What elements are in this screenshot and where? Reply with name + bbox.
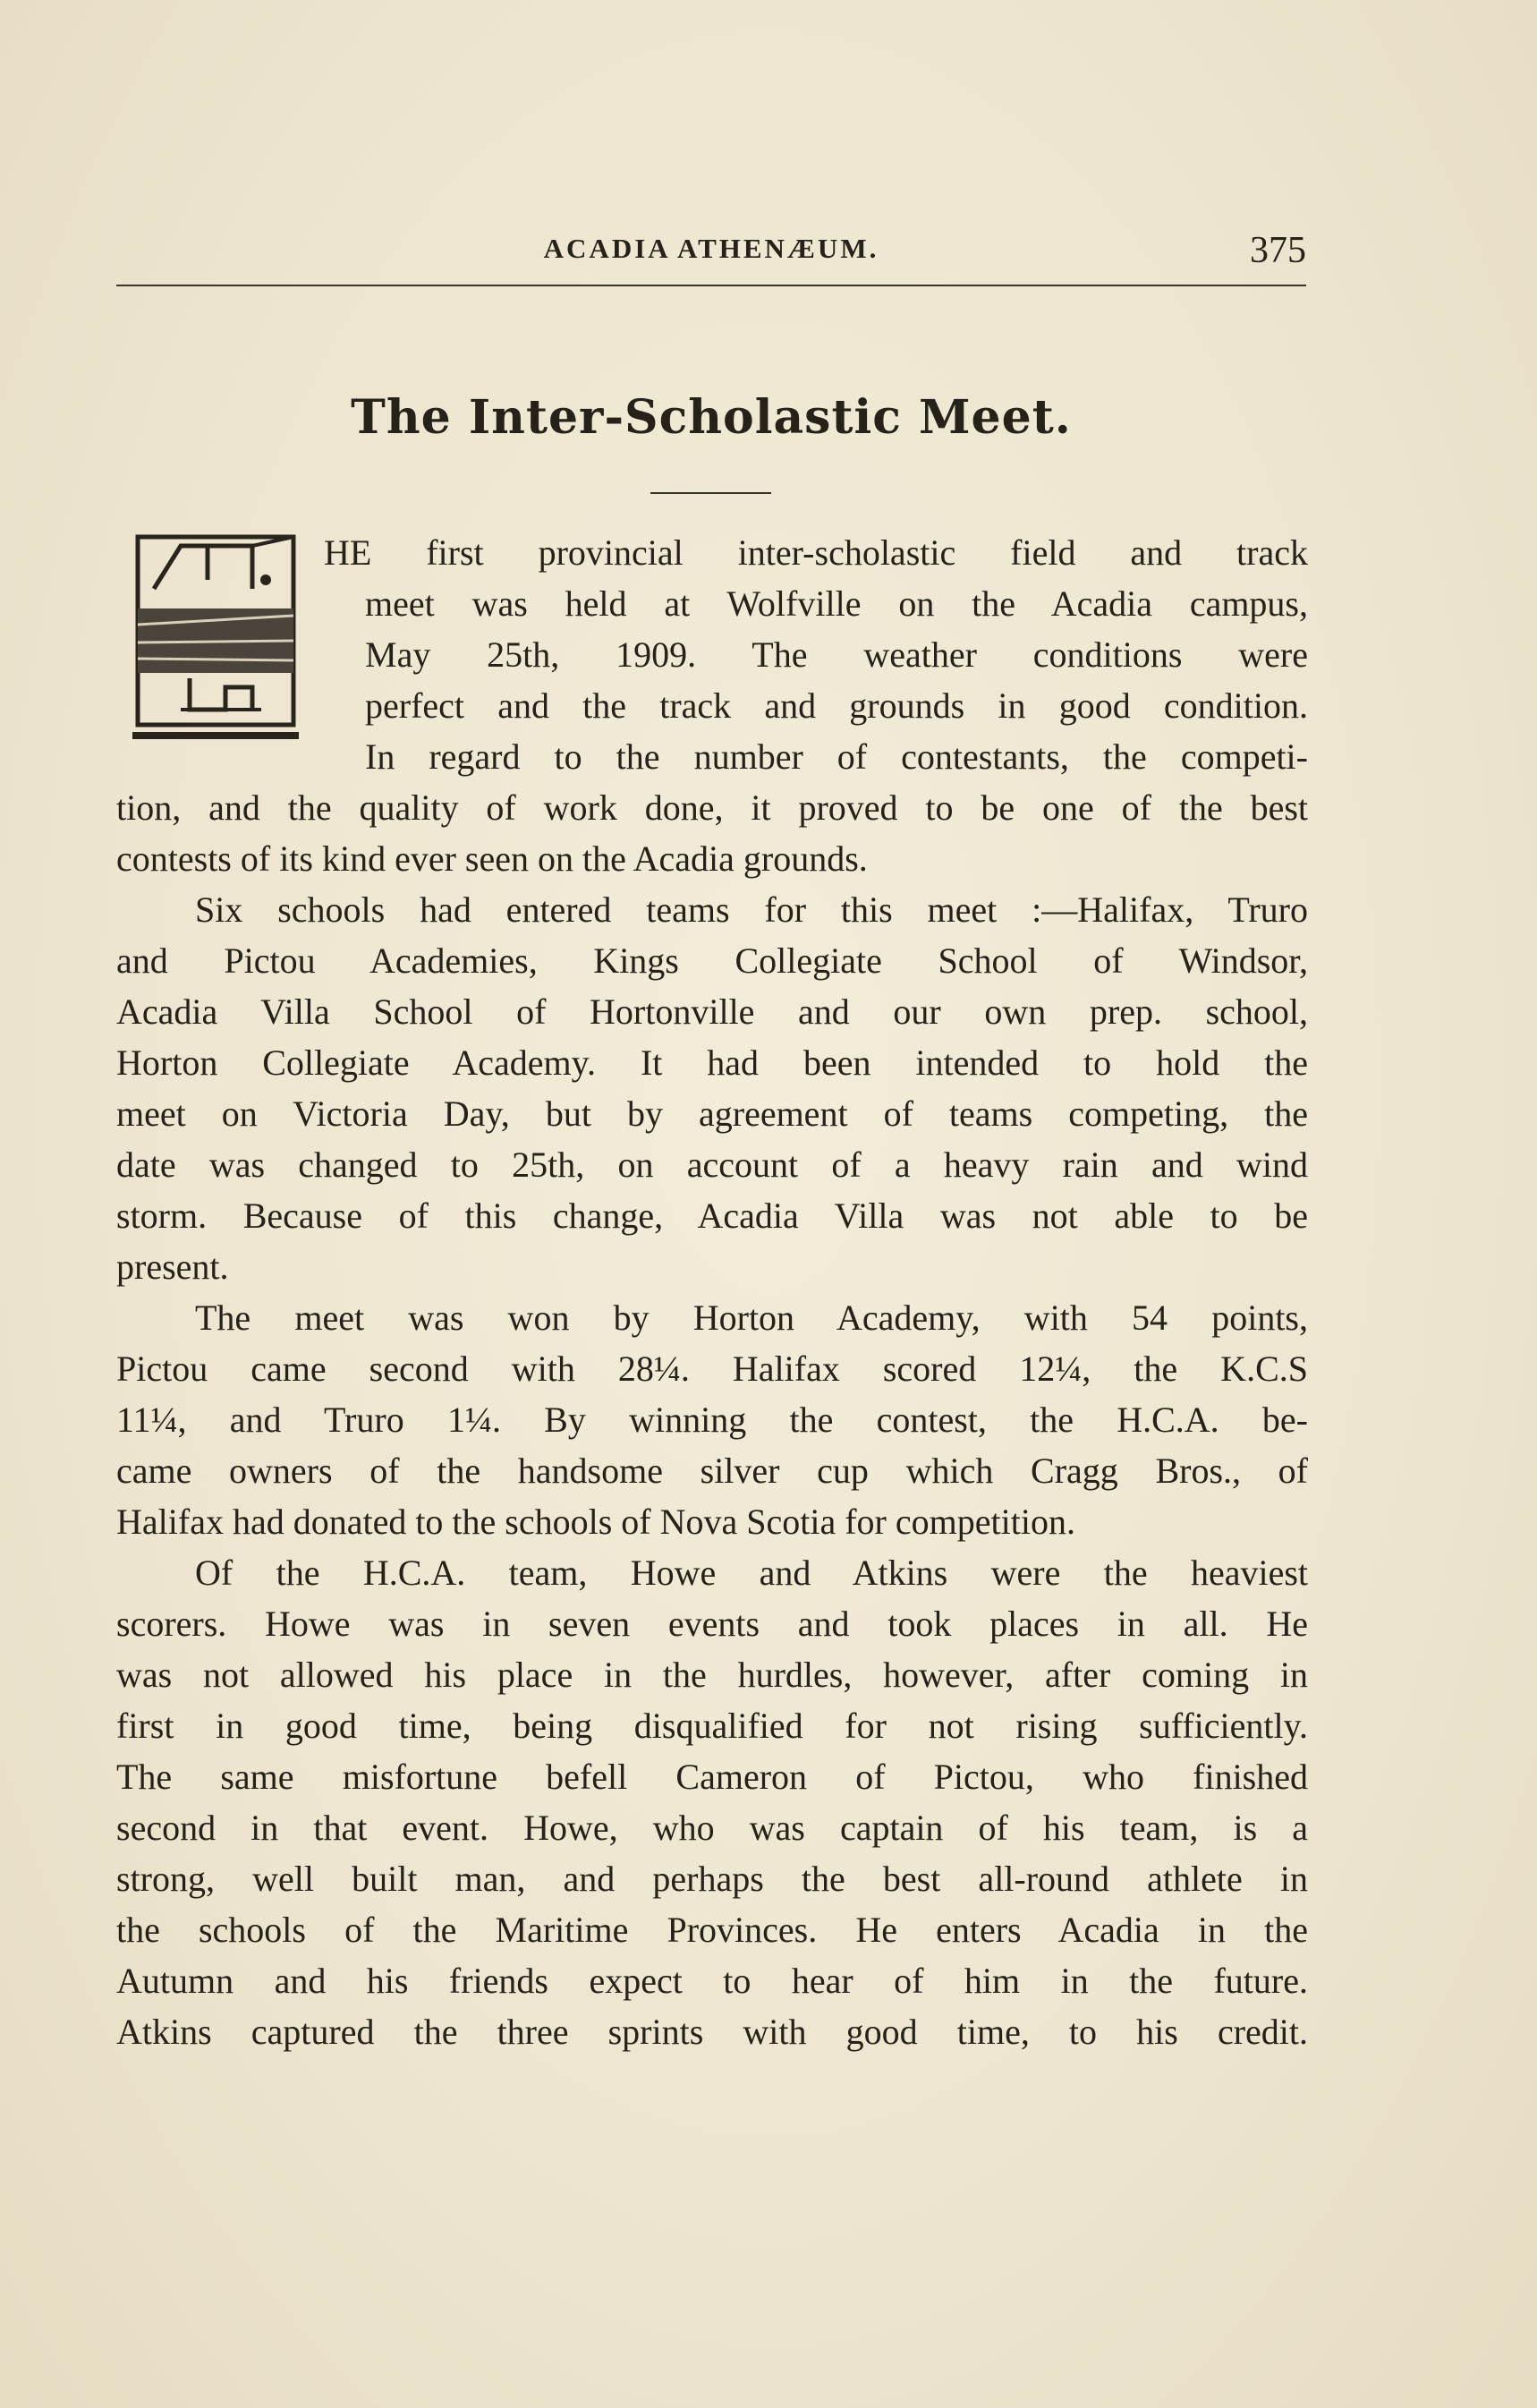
header-rule: [116, 285, 1306, 286]
body-line: The meet was won by Horton Academy, with 54 points,: [195, 1298, 1308, 1338]
body-line: 11¼, and Truro 1¼. By winning the contest, the H.C.A. be-: [116, 1400, 1308, 1440]
body-line: storm. Because of this change, Acadia Villa was not able to be: [116, 1195, 1308, 1236]
body-line: May 25th, 1909. The weather conditions were: [365, 634, 1308, 675]
body-line: Halifax had donated to the schools of Nova Scotia for competition.: [116, 1502, 1075, 1542]
body-line: tion, and the quality of work done, it proved to be one of the best: [116, 787, 1308, 828]
body-line: HE first provincial inter-scholastic field and track: [324, 532, 1308, 573]
body-line: Atkins captured the three sprints with good time, to his credit.: [116, 2012, 1308, 2052]
body-line: and Pictou Academies, Kings Collegiate School of Windsor,: [116, 940, 1308, 981]
body-line: second in that event. Howe, who was captain of his team, is a: [116, 1808, 1308, 1848]
body-line: first in good time, being disqualified for not rising sufficiently.: [116, 1706, 1308, 1746]
article-title: The Inter-Scholastic Meet.: [351, 390, 1072, 445]
body-line: meet on Victoria Day, but by agreement of teams competing, the: [116, 1093, 1308, 1134]
page-number: 375: [1250, 230, 1306, 271]
body-line: Six schools had entered teams for this meet :—Halifax, Truro: [195, 889, 1308, 930]
body-line: scorers. Howe was in seven events and took places in all. He: [116, 1604, 1308, 1644]
running-head: ACADIA ATHENÆUM.: [543, 233, 879, 264]
body-line: contests of its kind ever seen on the Acadia grounds.: [116, 838, 868, 879]
body-line: The same misfortune befell Cameron of Pictou, who finished: [116, 1757, 1308, 1797]
body-line: Autumn and his friends expect to hear of him in the future.: [116, 1961, 1308, 2001]
drop-cap-t-icon: [118, 526, 313, 761]
body-line: Horton Collegiate Academy. It had been intended to hold the: [116, 1042, 1308, 1083]
body-line: present.: [116, 1247, 229, 1287]
body-line: date was changed to 25th, on account of a heavy rain and wind: [116, 1144, 1308, 1185]
body-line: meet was held at Wolfville on the Acadia campus,: [365, 583, 1308, 624]
body-line: the schools of the Maritime Provinces. He enters Acadia in the: [116, 1910, 1308, 1950]
body-line: Pictou came second with 28¼. Halifax scored 12¼, the K.C.S: [116, 1349, 1308, 1389]
page-header: [116, 215, 1306, 286]
body-line: perfect and the track and grounds in good condition.: [365, 685, 1308, 726]
body-line: came owners of the handsome silver cup which Cragg Bros., of: [116, 1451, 1308, 1491]
title-rule: [650, 492, 771, 494]
body-line: strong, well built man, and perhaps the best all-round athlete in: [116, 1859, 1308, 1899]
drop-cap-ornament: [118, 526, 313, 761]
body-line: Acadia Villa School of Hortonville and our own prep. school,: [116, 991, 1308, 1032]
body-line: In regard to the number of contestants, the competi-: [365, 736, 1308, 777]
body-line: was not allowed his place in the hurdles, however, after coming in: [116, 1655, 1308, 1695]
body-line: Of the H.C.A. team, Howe and Atkins were the heaviest: [195, 1553, 1308, 1593]
